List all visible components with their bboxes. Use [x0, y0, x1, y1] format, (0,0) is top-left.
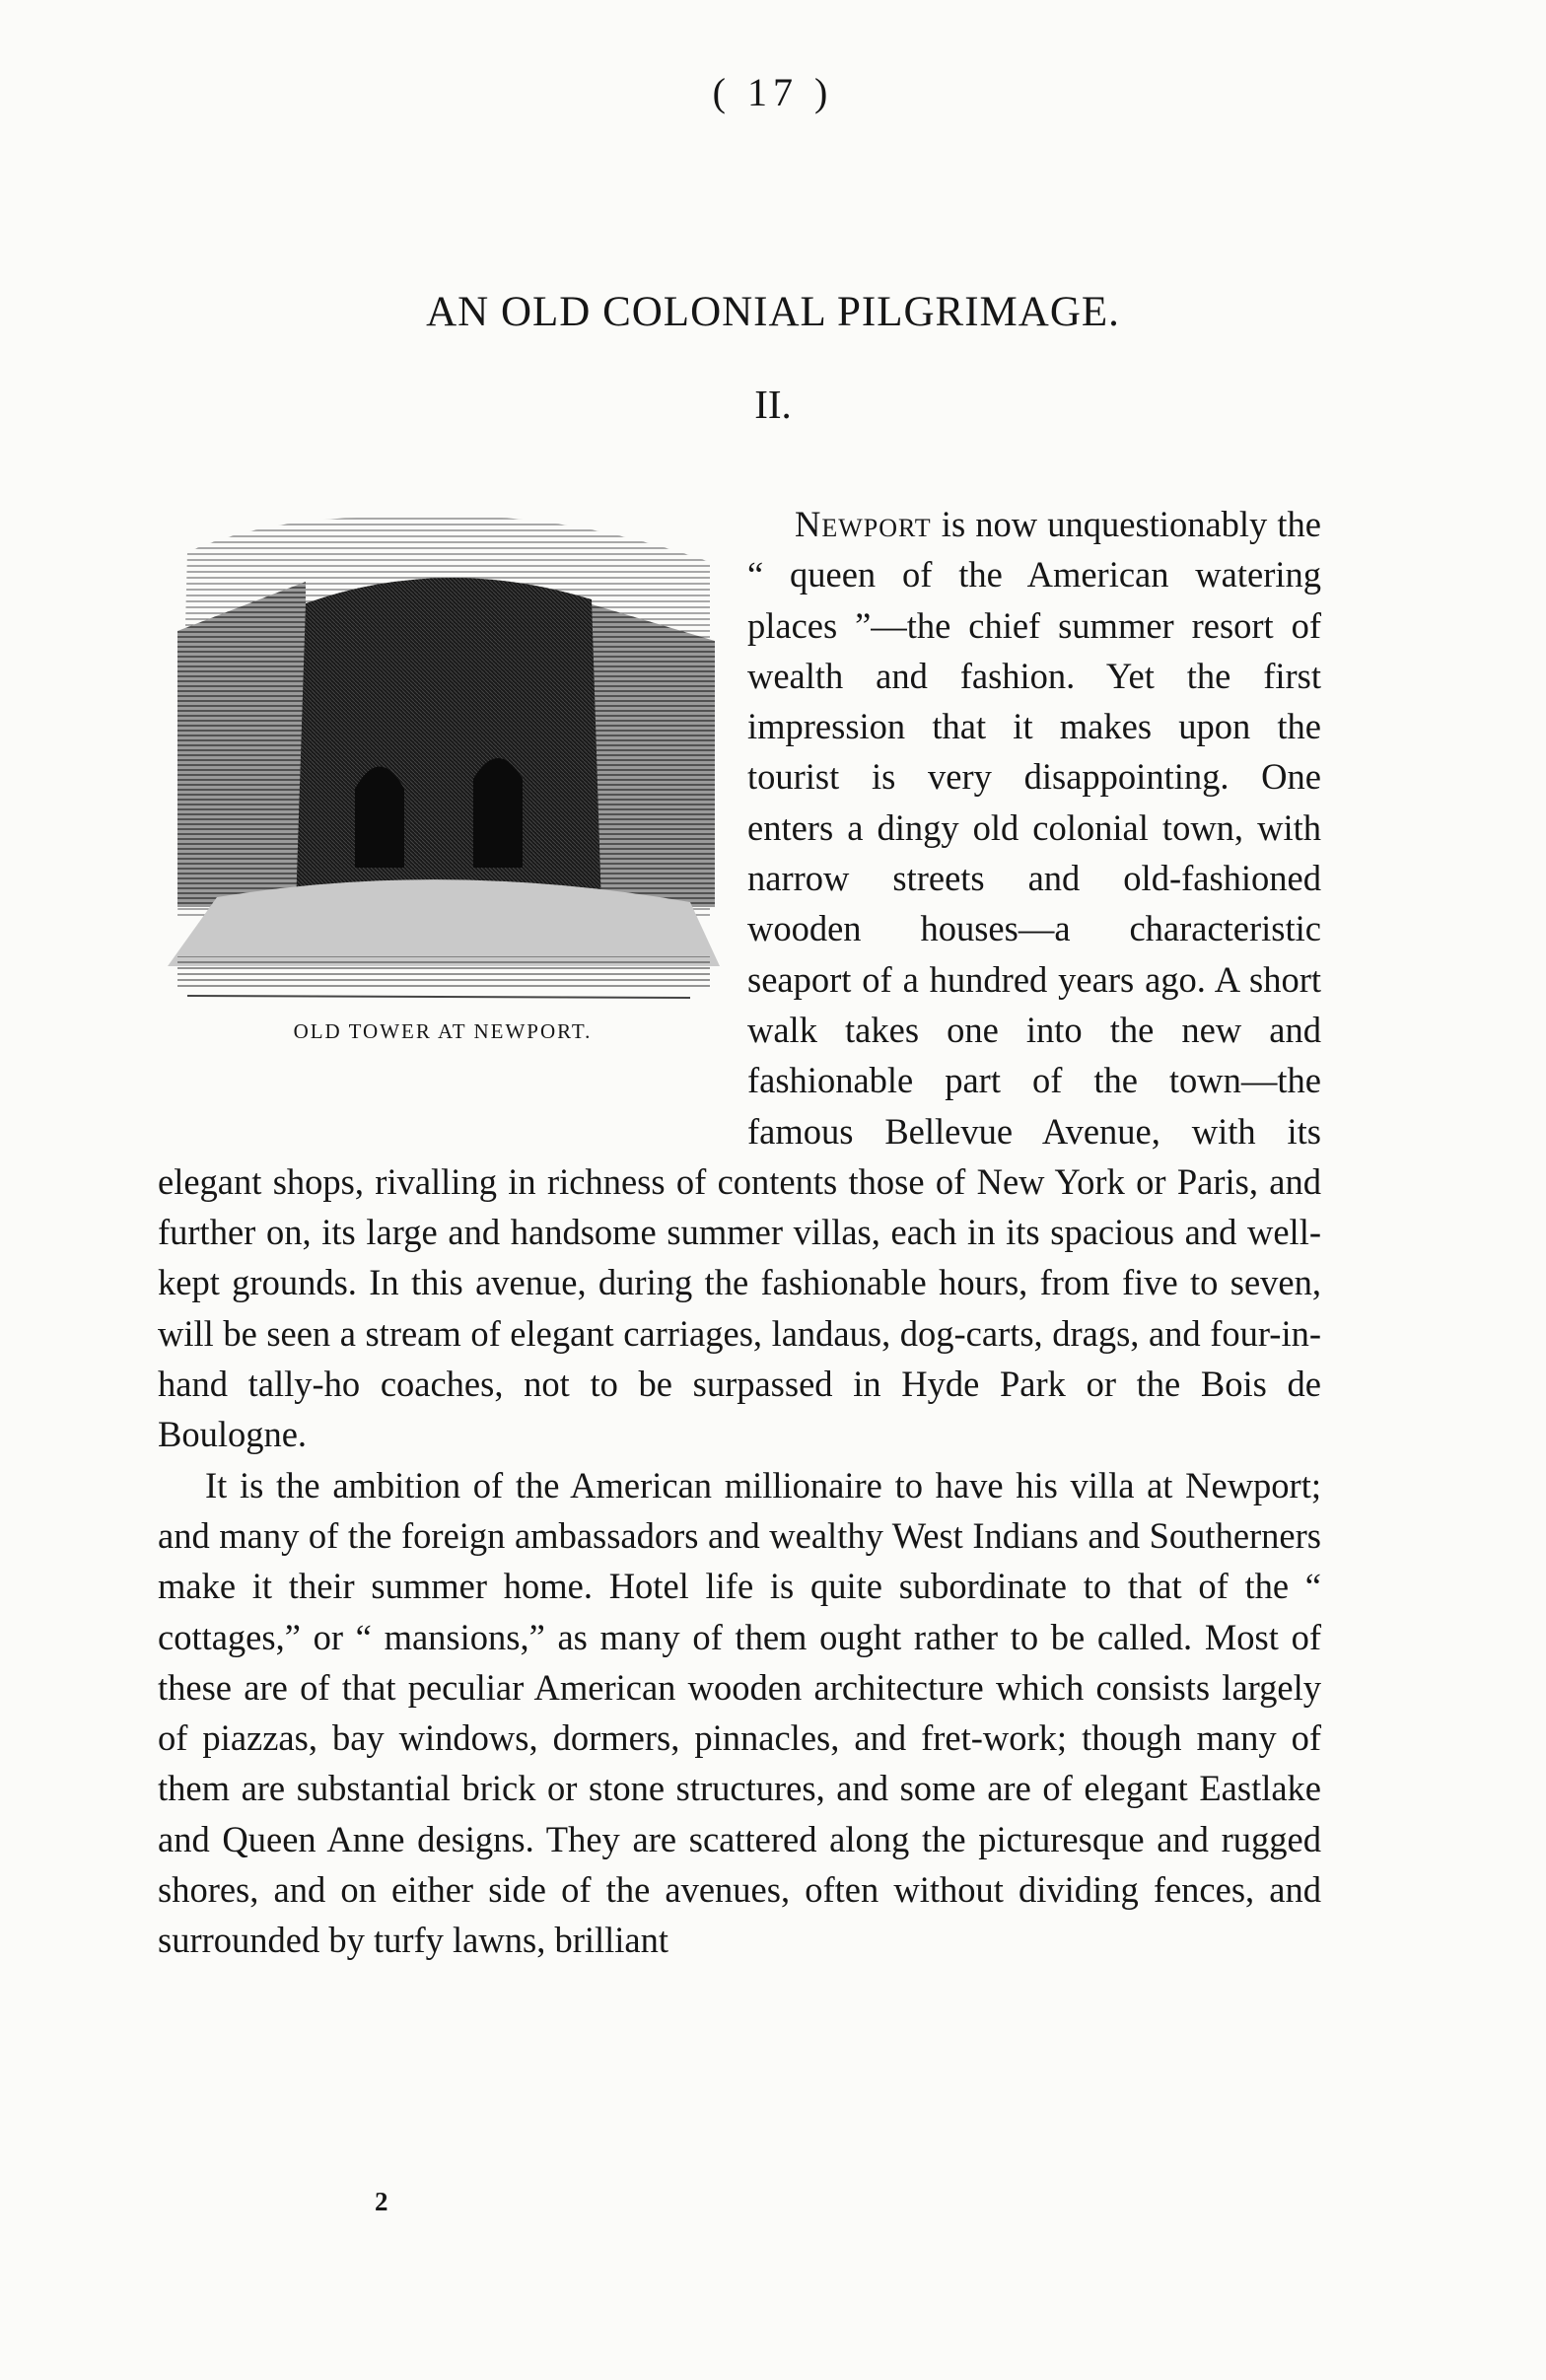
- figure-caption: OLD TOWER AT NEWPORT.: [293, 1019, 593, 1043]
- lead-word: Newport: [795, 504, 932, 544]
- signature-mark: 2: [375, 2187, 388, 2216]
- paragraph-2: It is the ambition of the American millionaire to have his villa at Newport; and many of the foreign ambassadors and wealthy West Indians and Southerners make it their summer home. Hotel life is quite subordinate to that of the “ cottages,” or “ mansions,” as many of them ought rather to be called. Most of these are of that peculiar American wooden architecture which consists largely of piazzas, bay windows, dormers, pinnacles, and fret-work; though many of them are substantial brick or stone structures, and some are of elegant Eastlake and Queen Anne designs. They are scattered along the picturesque and rugged shores, and on either side of the avenues, often without dividing fences, and surrounded by turfy lawns, brilliant: [158, 1464, 1321, 1961]
- chapter-title: AN OLD COLONIAL PILGRIMAGE.: [426, 289, 1120, 335]
- paragraph-1-text: is now unquestionably the “ queen of the American watering places ”—the chief summer resort of wealth and fashion. Yet the first impression that it makes upon the tourist is very disappointing. One enters a dingy old colonial town, with narrow streets and old-fashioned wooden houses—a characteristic seaport of a hundred years ago. A short walk takes one into the new and fashionable part of the town—the famous Bellevue Avenue, with its elegant shops, rivalling in richness of contents those of New York or Paris, and further on, its large and handsome summer villas, each in its spacious and well-kept grounds. In this avenue, during the fashionable hours, from five to seven, will be seen a stream of elegant carriages, landaus, dog-carts, drags, and four-in-hand tally-ho coaches, not to be surpassed in Hyde Park or the Bois de Boulogne.: [158, 504, 1321, 1455]
- page-number: ( 17 ): [712, 70, 834, 114]
- body-text: [158, 499, 1321, 1966]
- figure-float: [158, 499, 747, 1114]
- part-number: II.: [754, 382, 792, 427]
